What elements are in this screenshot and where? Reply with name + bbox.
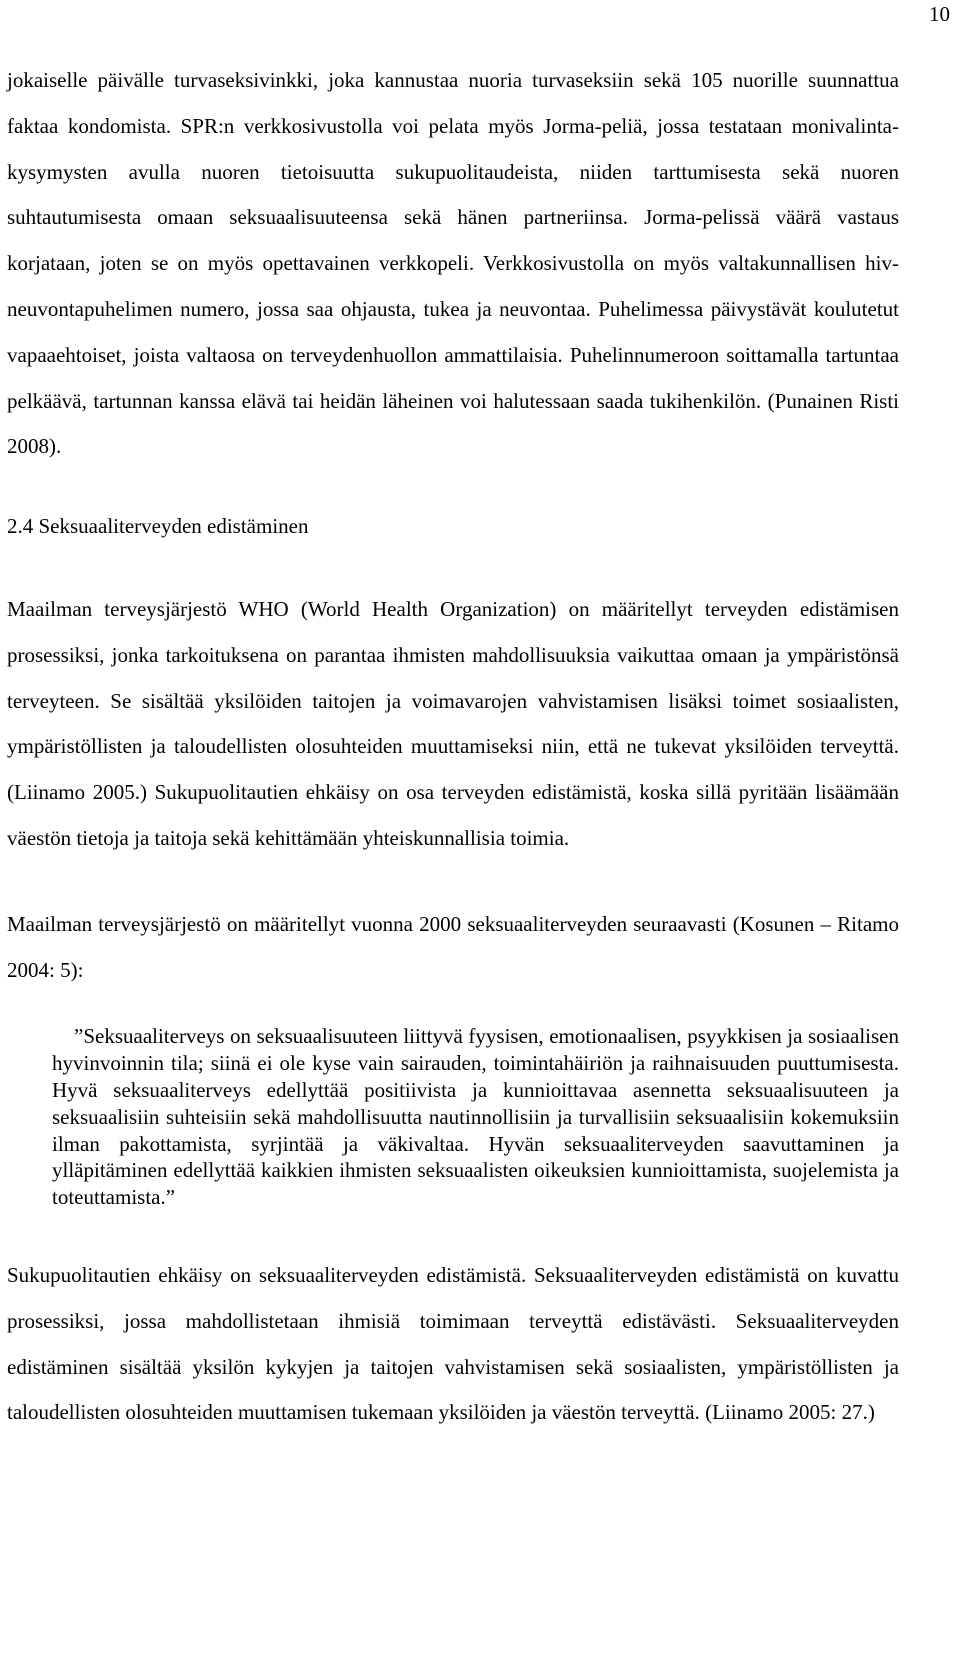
- page-content: [7, 58, 899, 1436]
- paragraph-who-definition-intro: Maailman terveysjärjestö on määritellyt vuonna 2000 seksuaaliterveyden seuraavasti (Kosunen – Ritamo 2004: 5):: [7, 911, 899, 982]
- spacer: [7, 550, 899, 587]
- spacer: [7, 1211, 899, 1253]
- paragraph-safe-sex-web-resources: jokaiselle päivälle turvaseksivinkki, joka kannustaa nuoria turvaseksiin sekä 105 nuorille suunnattua faktaa kondomista. SPR:n verkkosivustolla voi pelata myös Jorma-peliä, jossa testataan monivalinta-kysymysten avulla nuoren tietoisuutta sukupuolitaudeista, niiden tarttumisesta sekä nuoren suhtautumisesta omaan seksuaalisuuteensa sekä hänen partneriinsa. Jorma-pelissä väärä vastaus korjataan, joten se on myös opettavainen verkkopeli. Verkkosivustolla on myös valtakunnallisen hiv-neuvontapuhelimen numero, jossa saa ohjausta, tukea ja neuvontaa. Puhelimessa päivystävät koulutetut vapaaehtoiset, joista valtaosa on terveydenhuollon ammattilaisia. Puhelinnumeroon soittamalla tartuntaa pelkäävä, tartunnan kanssa elävä tai heidän läheinen voi halutessaan saada tukihenkilön. (Punainen Risti 2008).: [7, 68, 899, 459]
- paragraph-sexual-health-promotion: Sukupuolitautien ehkäisy on seksuaaliterveyden edistämistä. Seksuaaliterveyden edistämistä on kuvattu prosessiksi, jossa mahdollistetaan ihmisiä toimimaan terveyttä edistävästi. Seksuaaliterveyden edistäminen sisältää yksilön kykyjen ja taitojen vahvistamisen sekä sosiaalisten, ympäristöllisten ja taloudellisten olosuhteiden muuttamisen tukemaan yksilöiden ja väestön terveyttä. (Liinamo 2005: 27.): [7, 1262, 899, 1425]
- section-heading: 2.4 Seksuaaliterveyden edistäminen: [7, 514, 309, 539]
- spacer: [7, 993, 899, 1023]
- paragraph-health-promotion-definition: Maailman terveysjärjestö WHO (World Health Organization) on määritellyt terveyden edistämisen prosessiksi, jonka tarkoituksena on parantaa ihmisten mahdollisuuksia vaikuttaa omaan ja ympäristönsä terveyteen. Se sisältää yksilöiden taitojen ja voimavarojen vahvistamisen lisäksi toimet sosiaalisten, ympäristöllisten ja taloudellisten olosuhteiden muuttamiseksi niin, että ne tukevat yksilöiden terveyttä. (Liinamo 2005.) Sukupuolitautien ehkäisy on osa terveyden edistämistä, koska sillä pyritään lisäämään väestön tietoja ja taitoja sekä kehittämään yhteiskunnallisia toimia.: [7, 596, 899, 850]
- spacer: [7, 862, 899, 902]
- block-quote-sexual-health-definition: ”Seksuaaliterveys on seksuaalisuuteen liittyvä fyysisen, emotionaalisen, psyykkisen ja sosiaalisen hyvinvoinnin tila; siinä ei ole kyse vain sairauden, toimintahäiriön ja raihnaisuuden puuttumisesta. Hyvä seksuaaliterveys edellyttää positiivista ja kunnioittavaa asennetta seksuaalisuuteen ja seksuaalisiin suhteisiin sekä mahdollisuutta nautinnollisiin ja turvallisiin seksuaalisiin kokemuksiin ilman pakottamista, syrjintää ja väkivaltaa. Hyvän seksuaaliterveyden saavuttaminen ja ylläpitäminen edellyttää kaikkien ihmisten seksuaalisten oikeuksien kunnioittamista, suojelemista ja toteuttamista.”: [52, 1024, 899, 1210]
- spacer: [7, 470, 899, 504]
- page-number: 10: [929, 2, 950, 26]
